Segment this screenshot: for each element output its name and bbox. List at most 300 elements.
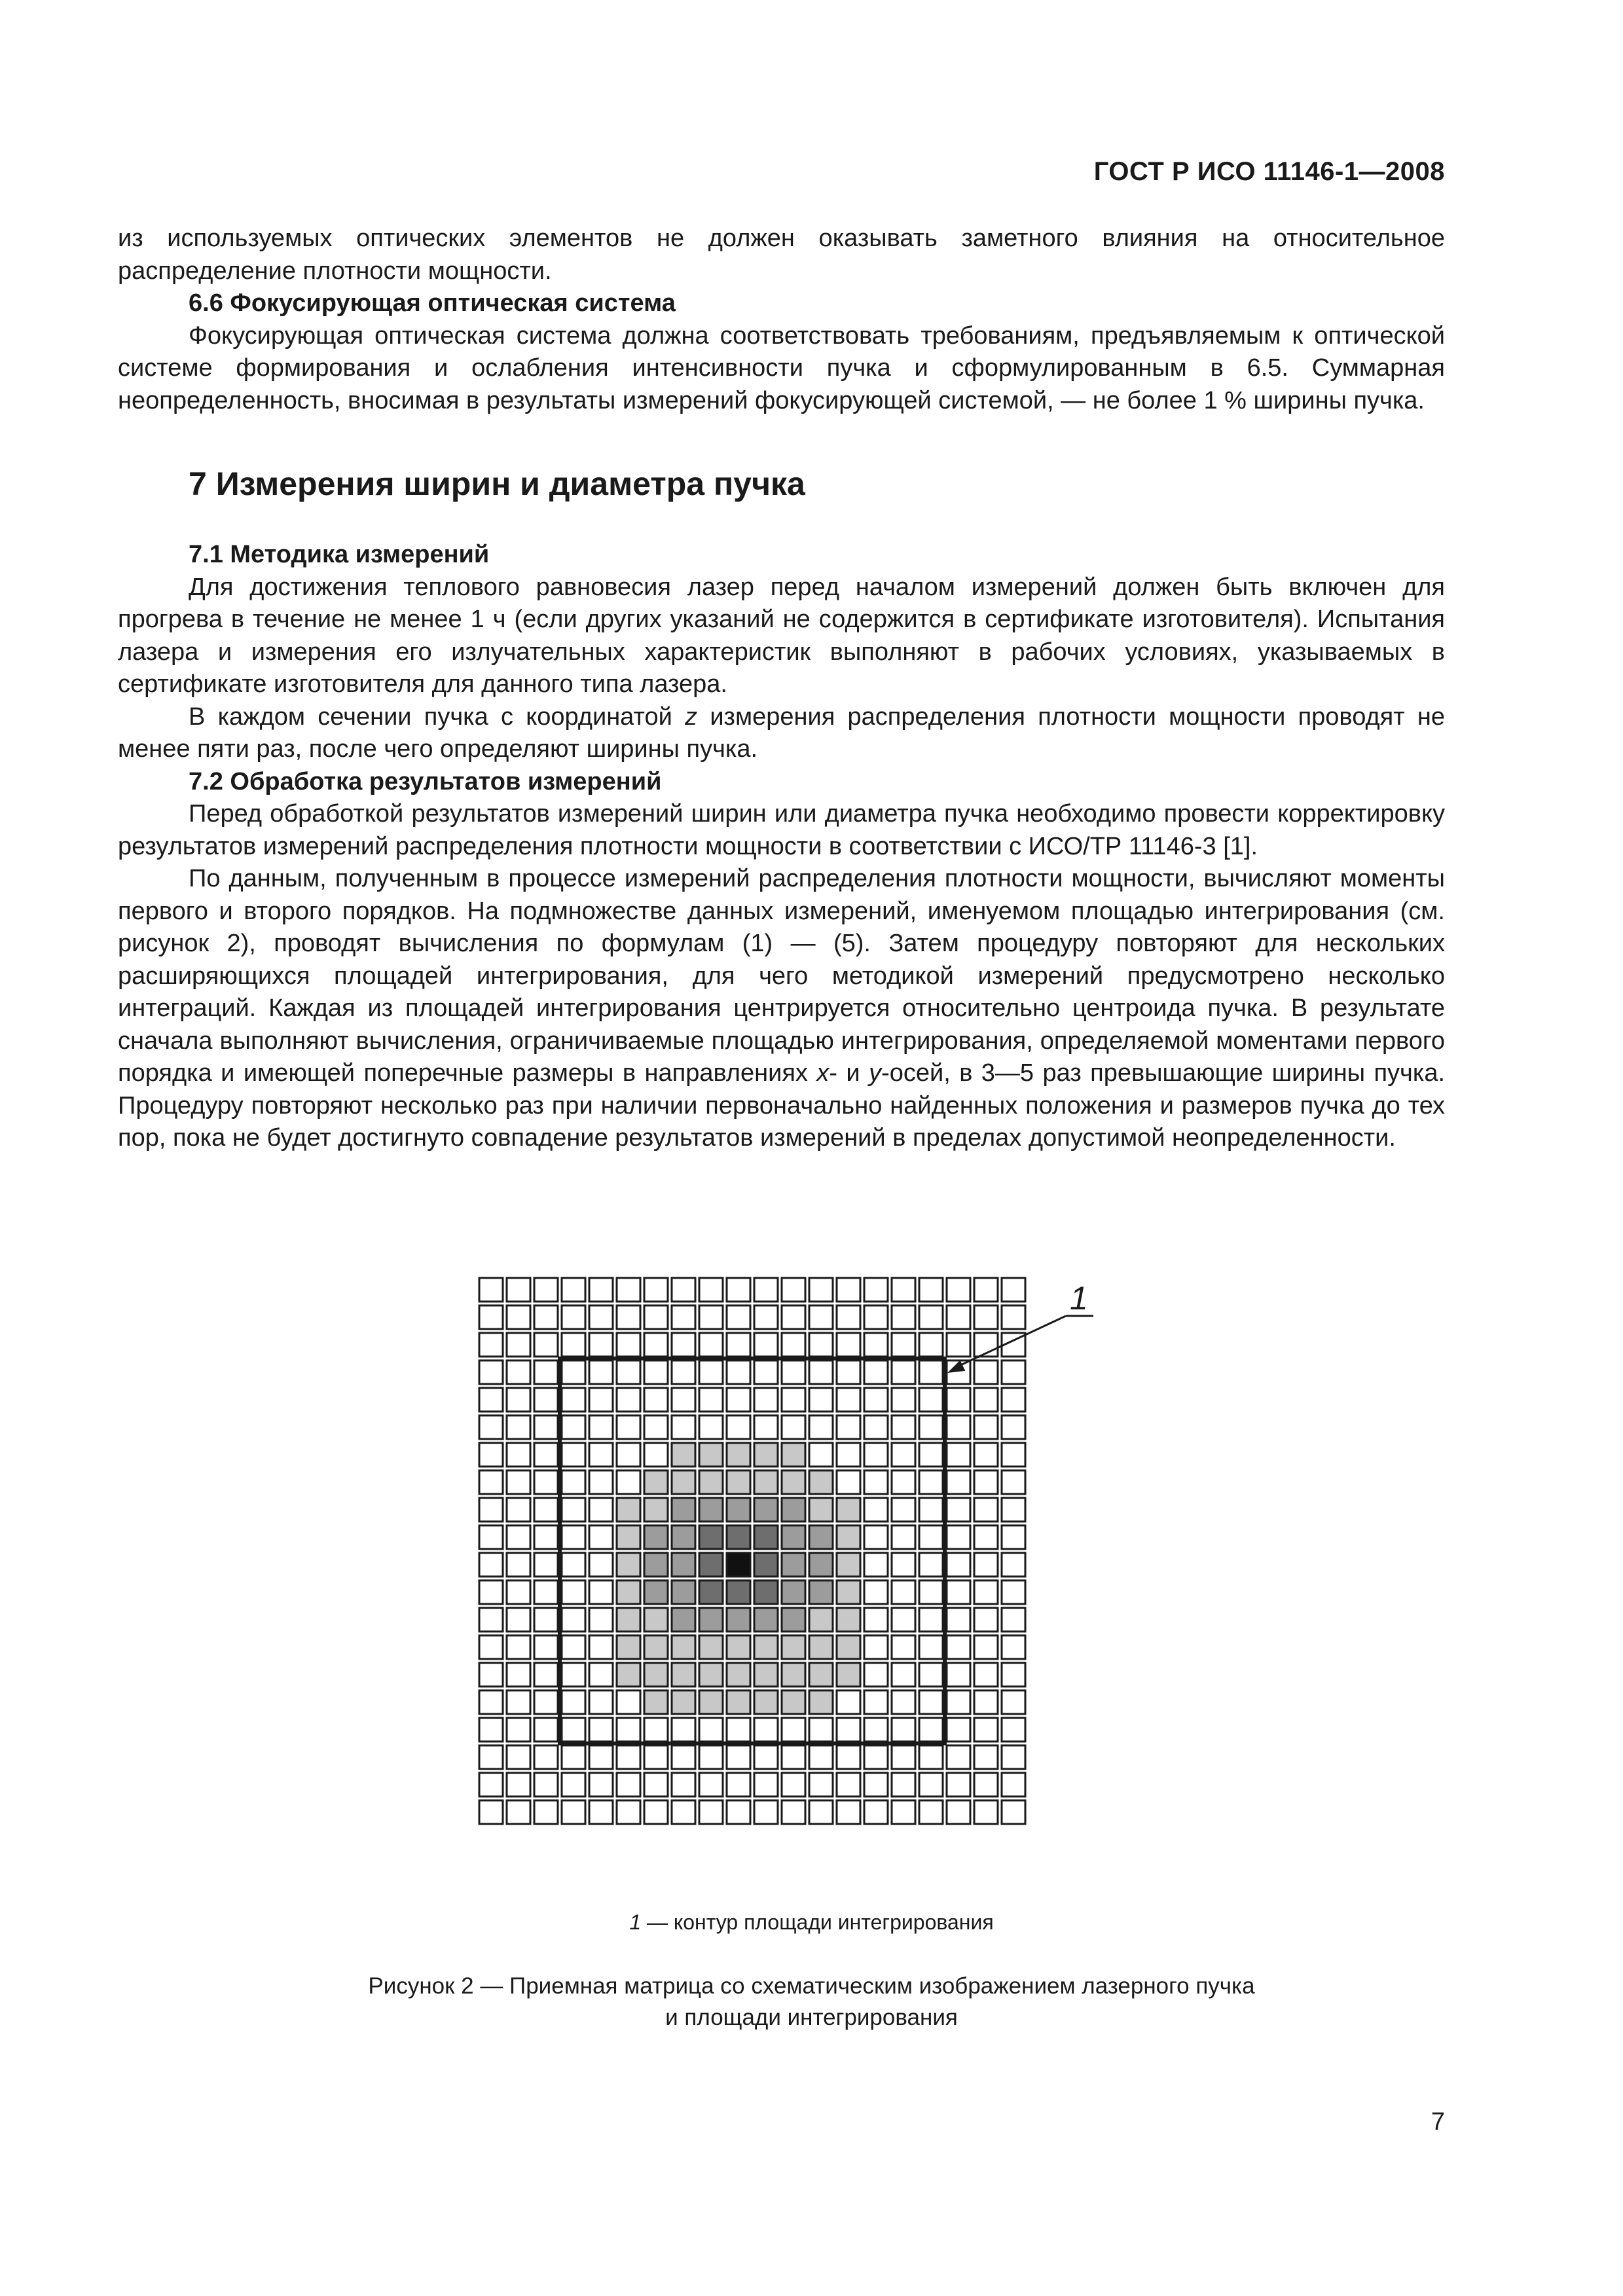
- matrix-cell: [727, 1498, 750, 1522]
- matrix-cell: [974, 1278, 998, 1302]
- matrix-cell: [754, 1663, 778, 1686]
- matrix-cell: [672, 1608, 695, 1631]
- matrix-cell: [617, 1333, 640, 1357]
- matrix-cell: [754, 1773, 778, 1796]
- caption-line-1: Рисунок 2 — Приемная матрица со схематическим изображением лазерного пучка: [368, 1973, 1255, 1999]
- matrix-cell: [809, 1498, 833, 1522]
- matrix-cell: [479, 1525, 503, 1549]
- matrix-cell: [974, 1388, 998, 1412]
- matrix-cell: [919, 1360, 943, 1384]
- matrix-cell: [507, 1388, 530, 1412]
- matrix-cell: [1002, 1415, 1025, 1439]
- matrix-cell: [782, 1608, 805, 1631]
- matrix-cell: [754, 1305, 778, 1329]
- matrix-cell: [892, 1745, 915, 1769]
- italic-x: x: [816, 1059, 830, 1087]
- matrix-cell: [479, 1635, 503, 1659]
- matrix-cell: [589, 1443, 613, 1467]
- matrix-cell: [892, 1580, 915, 1604]
- matrix-cell: [892, 1635, 915, 1659]
- matrix-cell: [782, 1718, 805, 1741]
- matrix-cell: [617, 1635, 640, 1659]
- italic-y: y: [869, 1059, 882, 1087]
- matrix-cell: [837, 1745, 860, 1769]
- matrix-cell: [507, 1525, 530, 1549]
- matrix-cell: [727, 1800, 750, 1824]
- matrix-cell: [837, 1635, 860, 1659]
- matrix-cell: [534, 1553, 558, 1576]
- matrix-cell: [534, 1415, 558, 1439]
- matrix-cell: [644, 1635, 668, 1659]
- matrix-cell: [974, 1553, 998, 1576]
- matrix-cell: [672, 1443, 695, 1467]
- matrix-cell: [892, 1800, 915, 1824]
- matrix-cell: [507, 1553, 530, 1576]
- matrix-cell: [919, 1718, 943, 1741]
- matrix-cell: [727, 1663, 750, 1686]
- matrix-cell: [809, 1278, 833, 1302]
- matrix-cell: [809, 1690, 833, 1714]
- matrix-cell: [1002, 1663, 1025, 1686]
- section-7-2-paragraph-1: Перед обработкой результатов измерений ширин или диаметра пучка необходимо провести корректировку результатов измерений распределения плотности мощности в соответствии с ИСО/ТР 11146-3 [1].: [118, 800, 1445, 860]
- matrix-cell: [562, 1498, 585, 1522]
- matrix-cell: [699, 1443, 723, 1467]
- matrix-cell: [919, 1800, 943, 1824]
- matrix-cell: [892, 1443, 915, 1467]
- matrix-cell: [617, 1745, 640, 1769]
- matrix-cell: [864, 1608, 888, 1631]
- matrix-cell: [782, 1333, 805, 1357]
- matrix-cell: [1002, 1525, 1025, 1549]
- matrix-cell: [864, 1580, 888, 1604]
- matrix-cell: [617, 1498, 640, 1522]
- matrix-cell: [754, 1278, 778, 1302]
- matrix-cell: [919, 1388, 943, 1412]
- matrix-cell: [727, 1608, 750, 1631]
- matrix-cell: [617, 1470, 640, 1494]
- matrix-cell: [507, 1498, 530, 1522]
- matrix-cell: [644, 1608, 668, 1631]
- matrix-cell: [534, 1360, 558, 1384]
- matrix-cell: [754, 1608, 778, 1631]
- matrix-cell: [589, 1333, 613, 1357]
- matrix-cell: [947, 1333, 970, 1357]
- matrix-cell: [892, 1663, 915, 1686]
- matrix-cell: [864, 1553, 888, 1576]
- matrix-cell: [479, 1663, 503, 1686]
- matrix-cell: [809, 1800, 833, 1824]
- matrix-cell: [507, 1773, 530, 1796]
- matrix-cell: [837, 1415, 860, 1439]
- matrix-cell: [699, 1415, 723, 1439]
- matrix-cell: [699, 1388, 723, 1412]
- matrix-cell: [479, 1415, 503, 1439]
- matrix-cell: [754, 1443, 778, 1467]
- matrix-cell: [892, 1305, 915, 1329]
- matrix-cell: [809, 1608, 833, 1631]
- matrix-cell: [892, 1553, 915, 1576]
- matrix-cell: [699, 1333, 723, 1357]
- section-6-6-text: Фокусирующая оптическая система должна соответствовать требованиям, предъявляемым к оптической системе формирования и ослабления интенсивности пучка и сформулированным в 6.5. Суммарная неопределенность, вносимая в результаты измерений фокусирующей системой, — не более 1 % ширины пучка.: [118, 321, 1445, 414]
- matrix-cell: [562, 1388, 585, 1412]
- matrix-cell: [782, 1470, 805, 1494]
- matrix-cell: [782, 1553, 805, 1576]
- matrix-cell: [672, 1360, 695, 1384]
- matrix-cell: [507, 1718, 530, 1741]
- matrix-cell: [974, 1305, 998, 1329]
- matrix-cell: [809, 1388, 833, 1412]
- matrix-cell: [754, 1498, 778, 1522]
- matrix-cell: [672, 1305, 695, 1329]
- matrix-cell: [754, 1360, 778, 1384]
- matrix-cell: [479, 1498, 503, 1522]
- matrix-cell: [1002, 1800, 1025, 1824]
- matrix-cell: [782, 1278, 805, 1302]
- matrix-cell: [947, 1470, 970, 1494]
- matrix-cell: [727, 1525, 750, 1549]
- matrix-cell: [644, 1305, 668, 1329]
- section-7-1-paragraph-2: [118, 701, 1445, 766]
- matrix-cell: [754, 1745, 778, 1769]
- matrix-cell: [644, 1663, 668, 1686]
- detector-matrix-figure: [471, 1264, 1088, 1872]
- section-7-heading: 7 Измерения ширин и диаметра пучка: [189, 465, 805, 502]
- matrix-cell: [947, 1745, 970, 1769]
- matrix-cell: [562, 1470, 585, 1494]
- matrix-cell: [644, 1498, 668, 1522]
- matrix-cell: [672, 1580, 695, 1604]
- matrix-cell: [892, 1415, 915, 1439]
- matrix-cell: [837, 1305, 860, 1329]
- matrix-cell: [809, 1773, 833, 1796]
- matrix-cell: [1002, 1580, 1025, 1604]
- matrix-cell: [617, 1553, 640, 1576]
- matrix-cell: [507, 1663, 530, 1686]
- matrix-cell: [837, 1773, 860, 1796]
- matrix-cell: [589, 1608, 613, 1631]
- matrix-cell: [727, 1718, 750, 1741]
- matrix-cell: [974, 1580, 998, 1604]
- matrix-cell: [782, 1773, 805, 1796]
- matrix-cell: [534, 1635, 558, 1659]
- matrix-cell: [947, 1663, 970, 1686]
- text-run: В каждом сечении пучка с координатой: [189, 702, 685, 731]
- matrix-cell: [1002, 1745, 1025, 1769]
- matrix-cell: [1002, 1690, 1025, 1714]
- matrix-cell: [782, 1498, 805, 1522]
- legend-number: 1: [629, 1910, 642, 1934]
- matrix-cell: [507, 1470, 530, 1494]
- matrix-cell: [837, 1388, 860, 1412]
- matrix-cell: [589, 1278, 613, 1302]
- section-6-6-heading: 6.6 Фокусирующая оптическая система: [189, 289, 676, 317]
- matrix-cell: [1002, 1388, 1025, 1412]
- matrix-cell: [617, 1663, 640, 1686]
- matrix-cell: [947, 1388, 970, 1412]
- matrix-cell: [974, 1635, 998, 1659]
- legend-text: — контур площади интегрирования: [641, 1910, 994, 1934]
- matrix-cell: [479, 1470, 503, 1494]
- matrix-cell: [617, 1415, 640, 1439]
- matrix-cell: [672, 1773, 695, 1796]
- matrix-cell: [617, 1773, 640, 1796]
- matrix-cell: [919, 1553, 943, 1576]
- matrix-cell: [562, 1690, 585, 1714]
- text-run: -осей, в 3—5 раз превышающие ширины пучка. Процедуру повторяют несколько раз при наличии первоначально найденных положения и размеров пучка до тех пор, пока не будет достигнуто совпадение результатов измерений в пределах допустимой неопределенности.: [118, 1059, 1446, 1152]
- matrix-cell: [782, 1745, 805, 1769]
- matrix-cell: [782, 1415, 805, 1439]
- matrix-cell: [1002, 1360, 1025, 1384]
- matrix-cell: [1002, 1718, 1025, 1741]
- matrix-cell: [672, 1553, 695, 1576]
- matrix-cell: [699, 1635, 723, 1659]
- document-body: [118, 223, 1445, 1155]
- matrix-cell: [947, 1443, 970, 1467]
- matrix-cell: [727, 1470, 750, 1494]
- matrix-cell: [479, 1443, 503, 1467]
- matrix-cell: [864, 1278, 888, 1302]
- matrix-cell: [589, 1663, 613, 1686]
- matrix-cell: [864, 1415, 888, 1439]
- matrix-cell: [562, 1800, 585, 1824]
- matrix-cell: [919, 1498, 943, 1522]
- matrix-cell: [699, 1718, 723, 1741]
- section-7-1-heading: 7.1 Методика измерений: [189, 541, 490, 568]
- matrix-cell: [534, 1608, 558, 1631]
- matrix-cell: [644, 1580, 668, 1604]
- matrix-cell: [562, 1635, 585, 1659]
- matrix-cell: [864, 1305, 888, 1329]
- matrix-cell: [947, 1580, 970, 1604]
- matrix-cell: [809, 1305, 833, 1329]
- matrix-cell: [727, 1553, 750, 1576]
- matrix-cell: [534, 1745, 558, 1769]
- document-code: ГОСТ Р ИСО 11146-1—2008: [1093, 157, 1445, 186]
- matrix-cell: [727, 1580, 750, 1604]
- matrix-cell: [672, 1800, 695, 1824]
- matrix-cell: [754, 1800, 778, 1824]
- page-number: 7: [1431, 2108, 1445, 2136]
- matrix-cell: [974, 1718, 998, 1741]
- matrix-cell: [644, 1443, 668, 1467]
- matrix-cell: [699, 1498, 723, 1522]
- matrix-cell: [782, 1663, 805, 1686]
- matrix-cell: [672, 1718, 695, 1741]
- matrix-cell: [727, 1388, 750, 1412]
- matrix-cell: [809, 1333, 833, 1357]
- matrix-cell: [727, 1635, 750, 1659]
- matrix-cell: [672, 1498, 695, 1522]
- matrix-cell: [754, 1470, 778, 1494]
- matrix-cell: [589, 1525, 613, 1549]
- matrix-cell: [837, 1470, 860, 1494]
- matrix-cell: [479, 1553, 503, 1576]
- matrix-cell: [864, 1470, 888, 1494]
- matrix-cell: [727, 1333, 750, 1357]
- matrix-cell: [672, 1415, 695, 1439]
- matrix-cell: [589, 1360, 613, 1384]
- matrix-cell: [1002, 1553, 1025, 1576]
- matrix-cell: [644, 1525, 668, 1549]
- matrix-cell: [699, 1800, 723, 1824]
- matrix-cell: [507, 1333, 530, 1357]
- matrix-cell: [617, 1388, 640, 1412]
- matrix-cell: [479, 1718, 503, 1741]
- matrix-cell: [644, 1773, 668, 1796]
- matrix-cell: [699, 1470, 723, 1494]
- matrix-cell: [974, 1690, 998, 1714]
- text-run: измерения распределения плотности мощности проводят не менее пяти раз, после чего определяют ширины пучка.: [118, 702, 1446, 763]
- matrix-cell: [864, 1498, 888, 1522]
- matrix-cell: [589, 1635, 613, 1659]
- matrix-cell: [727, 1443, 750, 1467]
- matrix-cell: [699, 1278, 723, 1302]
- matrix-cell: [919, 1745, 943, 1769]
- matrix-cell: [507, 1360, 530, 1384]
- matrix-cell: [892, 1278, 915, 1302]
- matrix-cell: [617, 1580, 640, 1604]
- matrix-cell: [809, 1745, 833, 1769]
- section-7-1-paragraph-1: Для достижения теплового равновесия лазер перед началом измерений должен быть включен для прогрева в течение не менее 1 ч (если других указаний не содержится в сертификате изготовителя). Испытания лазера и измерения его излучательных характеристик выполняют в рабочих условиях, указываемых в сертификате изготовителя для данного типа лазера.: [118, 573, 1445, 698]
- matrix-cell: [974, 1663, 998, 1686]
- matrix-cell: [919, 1415, 943, 1439]
- matrix-cell: [919, 1525, 943, 1549]
- matrix-cell: [1002, 1498, 1025, 1522]
- matrix-cell: [864, 1388, 888, 1412]
- matrix-cell: [892, 1360, 915, 1384]
- matrix-cell: [864, 1773, 888, 1796]
- matrix-cell: [534, 1718, 558, 1741]
- text-run: По данным, полученным в процессе измерений распределения плотности мощности, вычисляют моменты первого и второго порядков. На подмножестве данных измерений, именуемом площадью интегрирования (см. рисунок 2), проводят вычисления по формулам (1) — (5). Затем процедуру повторяют для нескольких расширяющихся площадей интегрирования, для чего методикой измерений предусмотрено несколько интеграций. Каждая из площадей интегрирования центрируется относительно центроида пучка. В результате сначала выполняют вычисления, ограничиваемые площадью интегрирования, определяемой моментами первого порядка и имеющей поперечные размеры в направлениях: [118, 865, 1445, 1087]
- matrix-cell: [864, 1663, 888, 1686]
- matrix-cell: [1002, 1305, 1025, 1329]
- matrix-cell: [644, 1360, 668, 1384]
- matrix-cell: [754, 1415, 778, 1439]
- matrix-cell: [919, 1443, 943, 1467]
- matrix-cell: [589, 1690, 613, 1714]
- matrix-cell: [947, 1635, 970, 1659]
- matrix-cell: [589, 1498, 613, 1522]
- matrix-cell: [754, 1718, 778, 1741]
- matrix-cell: [837, 1718, 860, 1741]
- matrix-cell: [589, 1470, 613, 1494]
- matrix-cell: [617, 1608, 640, 1631]
- matrix-cell: [589, 1800, 613, 1824]
- matrix-cell: [754, 1525, 778, 1549]
- matrix-cell: [782, 1800, 805, 1824]
- matrix-cell: [507, 1745, 530, 1769]
- matrix-cell: [754, 1580, 778, 1604]
- matrix-cell: [699, 1690, 723, 1714]
- matrix-cell: [479, 1360, 503, 1384]
- matrix-cell: [479, 1800, 503, 1824]
- matrix-cell: [837, 1333, 860, 1357]
- matrix-cell: [562, 1278, 585, 1302]
- matrix-cell: [782, 1360, 805, 1384]
- matrix-cell: [919, 1278, 943, 1302]
- matrix-cell: [699, 1525, 723, 1549]
- matrix-cell: [617, 1525, 640, 1549]
- matrix-cell: [699, 1305, 723, 1329]
- matrix-cell: [782, 1580, 805, 1604]
- matrix-cell: [699, 1553, 723, 1576]
- matrix-cell: [809, 1470, 833, 1494]
- section-7-2-paragraph-2: [118, 863, 1445, 1155]
- matrix-cell: [644, 1690, 668, 1714]
- matrix-cell: [562, 1608, 585, 1631]
- matrix-cell: [754, 1388, 778, 1412]
- matrix-cell: [699, 1745, 723, 1769]
- matrix-cell: [727, 1745, 750, 1769]
- matrix-cell: [782, 1443, 805, 1467]
- matrix-cell: [617, 1800, 640, 1824]
- matrix-cell: [534, 1663, 558, 1686]
- matrix-cell: [534, 1580, 558, 1604]
- matrix-cell: [699, 1663, 723, 1686]
- matrix-cell: [479, 1745, 503, 1769]
- matrix-cell: [864, 1718, 888, 1741]
- matrix-cell: [864, 1635, 888, 1659]
- section-7-2-heading: 7.2 Обработка результатов измерений: [189, 767, 662, 795]
- matrix-cell: [919, 1690, 943, 1714]
- matrix-cell: [672, 1635, 695, 1659]
- matrix-cell: [534, 1525, 558, 1549]
- matrix-cell: [947, 1498, 970, 1522]
- matrix-cell: [534, 1773, 558, 1796]
- matrix-cell: [507, 1278, 530, 1302]
- matrix-cell: [617, 1690, 640, 1714]
- matrix-cell: [589, 1305, 613, 1329]
- figure-label-1: 1: [1070, 1280, 1088, 1317]
- matrix-cell: [534, 1470, 558, 1494]
- matrix-cell: [837, 1580, 860, 1604]
- matrix-cell: [947, 1690, 970, 1714]
- matrix-cell: [864, 1443, 888, 1467]
- matrix-cell: [974, 1525, 998, 1549]
- matrix-cell: [919, 1580, 943, 1604]
- matrix-cell: [534, 1443, 558, 1467]
- matrix-cell: [947, 1278, 970, 1302]
- matrix-cell: [1002, 1470, 1025, 1494]
- matrix-cell: [589, 1388, 613, 1412]
- matrix-cell: [562, 1415, 585, 1439]
- matrix-cell: [947, 1608, 970, 1631]
- matrix-cell: [754, 1333, 778, 1357]
- matrix-cell: [589, 1745, 613, 1769]
- matrix-cell: [727, 1773, 750, 1796]
- matrix-cell: [837, 1608, 860, 1631]
- matrix-cell: [1002, 1635, 1025, 1659]
- matrix-cell: [562, 1333, 585, 1357]
- matrix-cell: [534, 1388, 558, 1412]
- matrix-cell: [644, 1745, 668, 1769]
- matrix-cell: [479, 1278, 503, 1302]
- matrix-cell: [507, 1580, 530, 1604]
- matrix-cell: [644, 1278, 668, 1302]
- matrix-cell: [837, 1800, 860, 1824]
- matrix-cell: [947, 1305, 970, 1329]
- matrix-cell: [727, 1360, 750, 1384]
- matrix-cell: [562, 1553, 585, 1576]
- matrix-cell: [644, 1388, 668, 1412]
- matrix-cell: [562, 1580, 585, 1604]
- matrix-cell: [589, 1773, 613, 1796]
- matrix-cell: [644, 1800, 668, 1824]
- matrix-cell: [809, 1360, 833, 1384]
- matrix-cell: [562, 1360, 585, 1384]
- matrix-cell: [892, 1718, 915, 1741]
- matrix-cell: [919, 1773, 943, 1796]
